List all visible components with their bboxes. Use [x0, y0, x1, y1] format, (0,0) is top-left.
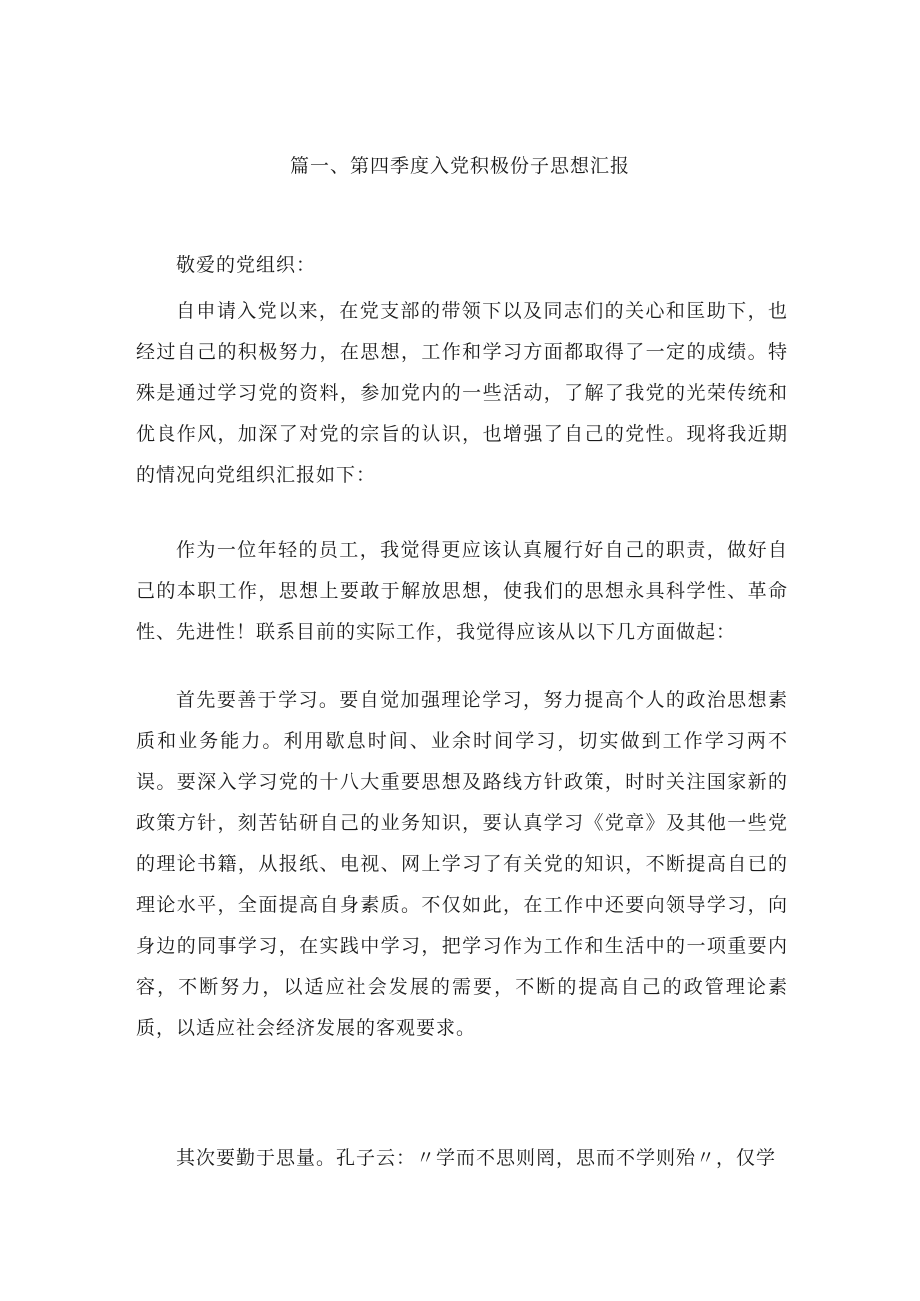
paragraph-1: 自申请入党以来，在党支部的带领下以及同志们的关心和匡助下，也经过自己的积极努力，在思想，工作和学习方面都取得了一定的成绩。特殊是通过学习党的资料，参加党内的一些活动，了解了我党的光荣传统和优良作风，加深了对党的宗旨的认识，也增强了自己的党性。现将我近期的情况向党组织汇报如下：: [136, 300, 788, 486]
salutation: 敬爱的党组织：: [176, 254, 317, 276]
document-title: 篇一、第四季度入党积极份子思想汇报: [289, 155, 630, 177]
paragraph-3: 首先要善于学习。要自觉加强理论学习，努力提高个人的政治思想素质和业务能力。利用歇息时间、业余时间学习，切实做到工作学习两不误。要深入学习党的十八大重要思想及路线方针政策，时时关注国家新的政策方针，刻苦钻研自己的业务知识，要认真学习《党章》及其他一些党的理论书籍，从报纸、电视、网上学习了有关党的知识，不断提高自已的理论水平，全面提高自身素质。不仅如此，在工作中还要向领导学习，向身边的同事学习，在实践中学习，把学习作为工作和生活中的一项重要内容，不断努力，以适应社会发展的需要，不断的提高自己的政管理论素质，以适应社会经济发展的客观要求。: [136, 689, 788, 1039]
paragraph-2: 作为一位年轻的员工，我觉得更应该认真履行好自己的职责，做好自己的本职工作，思想上要敢于解放思想，使我们的思想永具科学性、革命性、先进性！联系目前的实际工作，我觉得应该从以下几方面做起：: [136, 539, 788, 643]
paragraph-4: 其次要勤于思量。孔子云：〃学而不思则罔，思而不学则殆〃，仅学: [176, 1147, 777, 1169]
